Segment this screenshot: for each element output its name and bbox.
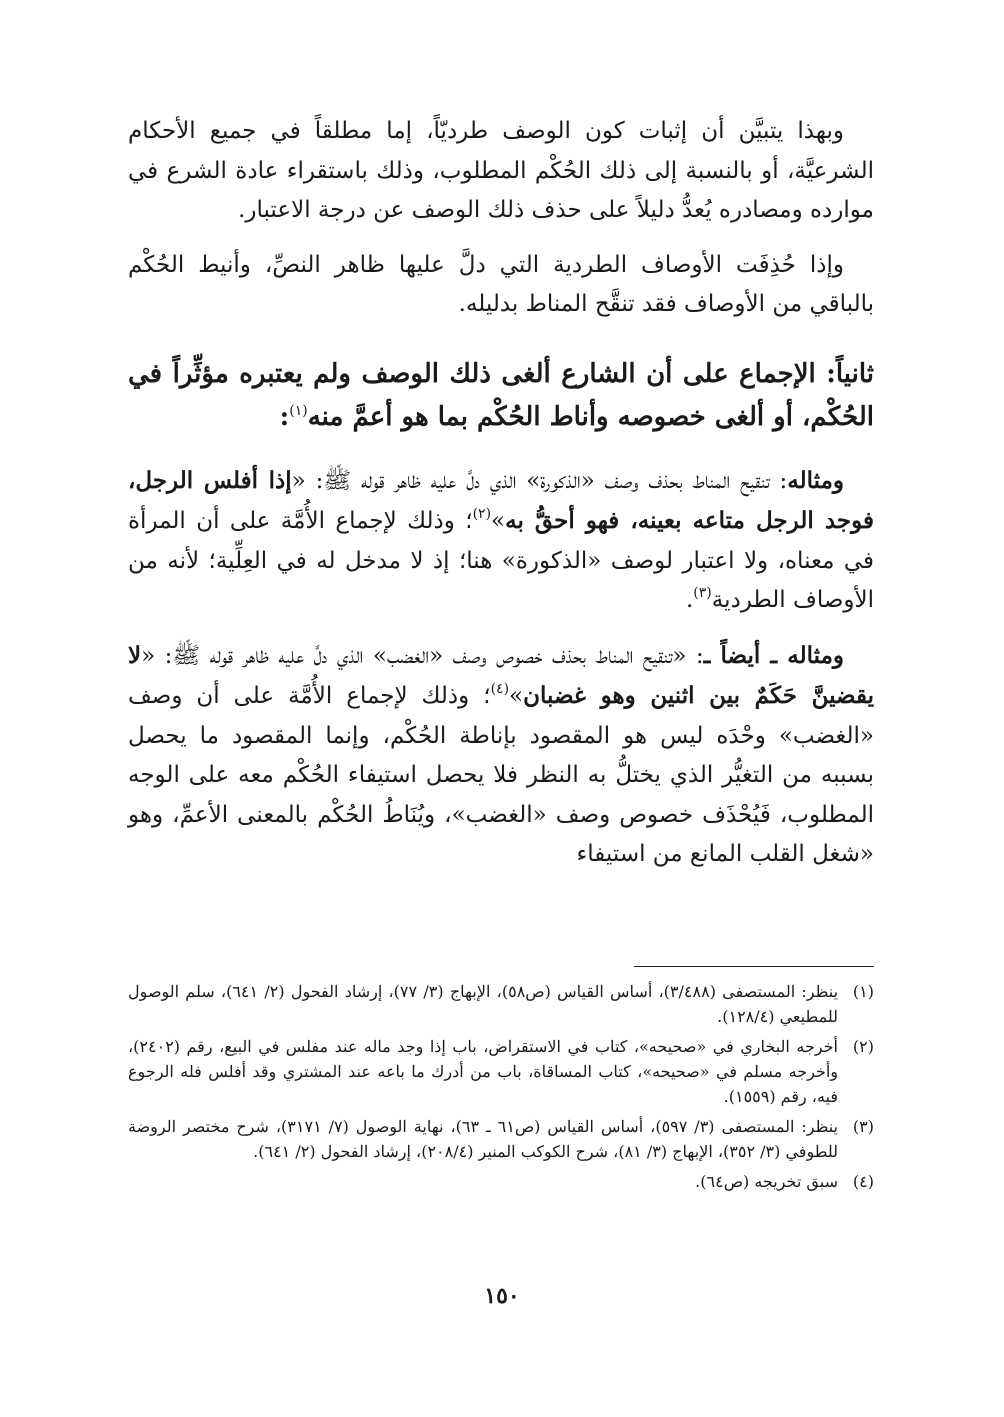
section-heading-text: ثانياً: الإجماع على أن الشارع ألغى ذلك الوصف ولم يعتبره مؤثِّراً في الحُكْم، أو ألغى خصوصه وأناط الحُكْم بما هو أعمَّ منه [128, 358, 874, 432]
hadith-2: لا يقضينَّ حَكَمٌ بين اثنين وهو غضبان [128, 641, 874, 709]
footnote-item [128, 1169, 874, 1194]
footnote-text: ينظر: المستصفى (٣/ ٥٩٧)، أساس القياس (ص٦١ ـ ٦٣)، نهاية الوصول (٧/ ٣١٧١)، شرح مختصر الروضة للطوفي (٣/ ٣٥٢)، الإبهاج (٣/ ٨١)، شرح الكوكب المنير (٢٠٨/٤)، إرشاد الفحول (٢/ ٦٤١). [128, 1117, 839, 1161]
example-1-lead: ومثاله [787, 466, 844, 494]
footnote-number: (٢) [852, 1037, 874, 1056]
example-2-lead: ومثاله ـ أيضاً ـ [703, 641, 845, 669]
footnote-ref-1[interactable]: (١) [289, 402, 308, 419]
paragraph-1: وبهذا يتبيَّن أن إثبات كون الوصف طرديّاً، إما مطلقاً في جميع الأحكام الشرعيَّة، أو بالنسبة إلى ذلك الحُكْم المطلوب، وذلك باستقراء عادة الشرع في موارده ومصادره يُعدُّ دليلاً على حذف ذلك الوصف عن درجة الاعتبار. [128, 118, 874, 223]
example-1-text-c: . [685, 587, 694, 613]
section-heading [128, 353, 874, 439]
footnote-text: ينظر: المستصفى (٣/٤٨٨)، أساس القياس (ص٥٨)، الإبهاج (٣/ ٧٧)، إرشاد الفحول (٢/ ٦٤١)، سلم الوصول للمطيعي (١٢٨/٤). [128, 982, 839, 1026]
paragraph-2: وإذا حُذِفَت الأوصاف الطردية التي دلَّ عليها ظاهر النصِّ، وأنيط الحُكْم بالباقي من الأوصاف فقد تنقَّح المناط بدليله. [128, 251, 874, 317]
example-2-text-b: ؛ وذلك لإجماع الأُمَّة على أن وصف «الغضب» وحْدَه ليس هو المقصود بإناطة الحُكْم، وإنما المقصود ما يحصل بسببه من التغيُّر الذي يختلُّ به النظر فلا يحصل استيفاء الحُكْم معه على الوجه المطلوب، فَيُحْذَف خصوص وصف «الغضب»، ويُنَاطُ الحُكْم بالمعنى الأعمِّ، وهو «شغل القلب المانع من استيفاء [128, 683, 874, 867]
footnote-item [128, 1034, 874, 1109]
example-1-quote-close: » [491, 508, 506, 534]
footnote-text: أخرجه البخاري في «صحيحه»، كتاب في الاستقراض، باب إذا وجد ماله عند مفلس في البيع، رقم (٢٤٠٢)، وأخرجه مسلم في «صحيحه»، كتاب المساقاة، باب من أدرك ما باعه عند المشتري وقد أفلس فله الرجوع فيه، رقم (١٥٥٩). [128, 1037, 838, 1106]
page-number: ١٥٠ [484, 1283, 520, 1309]
example-1-text-a: : تنقيح المناط بحذف وصف «الذكورة» الذي دلَّ عليه ظاهر قوله ﷺ: « [291, 467, 788, 494]
example-2-quote-close: » [509, 683, 524, 709]
footnote-text: سبق تخريجه (ص٦٤). [695, 1172, 838, 1191]
footnote-number: (٤) [852, 1172, 874, 1191]
footnotes-section [128, 966, 874, 1199]
hadith-1: إذا أفلس الرجل، فوجد الرجل متاعه بعينه، فهو أحقُّ به [128, 466, 874, 534]
section-heading-tail: : [279, 401, 290, 432]
page-body [128, 112, 874, 890]
example-paragraph-1 [128, 461, 874, 621]
example-paragraph-2 [128, 636, 874, 875]
footnote-item [128, 1114, 874, 1164]
footnote-number: (١) [852, 982, 874, 1001]
footnote-ref-2[interactable]: (٢) [472, 506, 492, 522]
footnote-ref-4[interactable]: (٤) [490, 681, 510, 697]
footnote-number: (٣) [852, 1117, 874, 1136]
example-2-text-a: : «تنقيح المناط بحذف خصوص وصف «الغضب» الذي دلَّ عليه ظاهر قوله ﷺ: « [141, 642, 704, 669]
footnote-divider [634, 966, 874, 967]
example-1-text-b: ؛ وذلك لإجماع الأُمَّة على أن المرأة في معناه، ولا اعتبار لوصف «الذكورة» هنا؛ إذ لا مدخل له في العِلِّية؛ لأنه من الأوصاف الطردية [128, 508, 874, 613]
footnote-item [128, 979, 874, 1029]
footnote-ref-3[interactable]: (٣) [693, 585, 712, 601]
